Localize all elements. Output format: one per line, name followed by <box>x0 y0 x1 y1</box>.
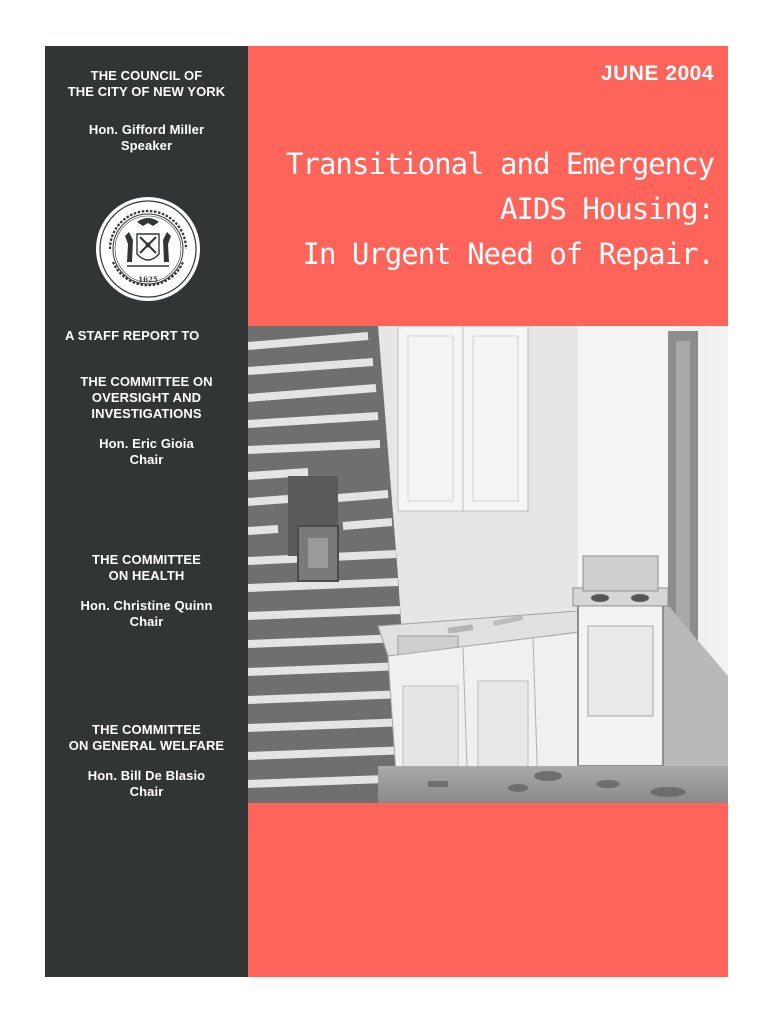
committee-name-line: INVESTIGATIONS <box>91 406 202 421</box>
seal-year: 1625 <box>138 275 158 284</box>
chair-title: Chair <box>129 452 164 467</box>
staff-report-label: A STAFF REPORT TO <box>65 328 200 343</box>
report-cover <box>45 46 728 977</box>
committee-oversight <box>45 374 248 468</box>
chair-title: Chair <box>129 784 164 799</box>
committee-name-line: ON GENERAL WELFARE <box>68 738 225 753</box>
damaged-kitchen-photo <box>248 326 728 803</box>
speaker-title: Speaker <box>120 138 173 153</box>
council-name <box>45 68 248 100</box>
council-line: THE COUNCIL OF <box>90 68 203 83</box>
committee-name-line: THE COMMITTEE ON <box>80 374 213 389</box>
committee-health <box>45 552 248 630</box>
title-line: In Urgent Need of Repair. <box>302 237 714 271</box>
city-seal-icon <box>95 196 201 302</box>
title-line: AIDS Housing: <box>500 192 714 226</box>
chair-name: Hon. Eric Gioia <box>99 436 194 451</box>
chair-name: Hon. Bill De Blasio <box>87 768 206 783</box>
committee-name-line: THE COMMITTEE <box>92 552 201 567</box>
committee-name-line: OVERSIGHT AND <box>91 390 202 405</box>
sidebar <box>45 46 248 977</box>
speaker-block <box>45 122 248 154</box>
report-date: JUNE 2004 <box>600 62 714 85</box>
chair-title: Chair <box>129 614 164 629</box>
committee-general-welfare <box>45 722 248 800</box>
report-title <box>244 142 714 277</box>
committee-name-line: THE COMMITTEE <box>92 722 201 737</box>
council-line: THE CITY OF NEW YORK <box>67 84 226 99</box>
speaker-name: Hon. Gifford Miller <box>88 122 205 137</box>
committee-name-line: ON HEALTH <box>108 568 185 583</box>
chair-name: Hon. Christine Quinn <box>80 598 213 613</box>
title-line: Transitional and Emergency <box>286 147 714 181</box>
